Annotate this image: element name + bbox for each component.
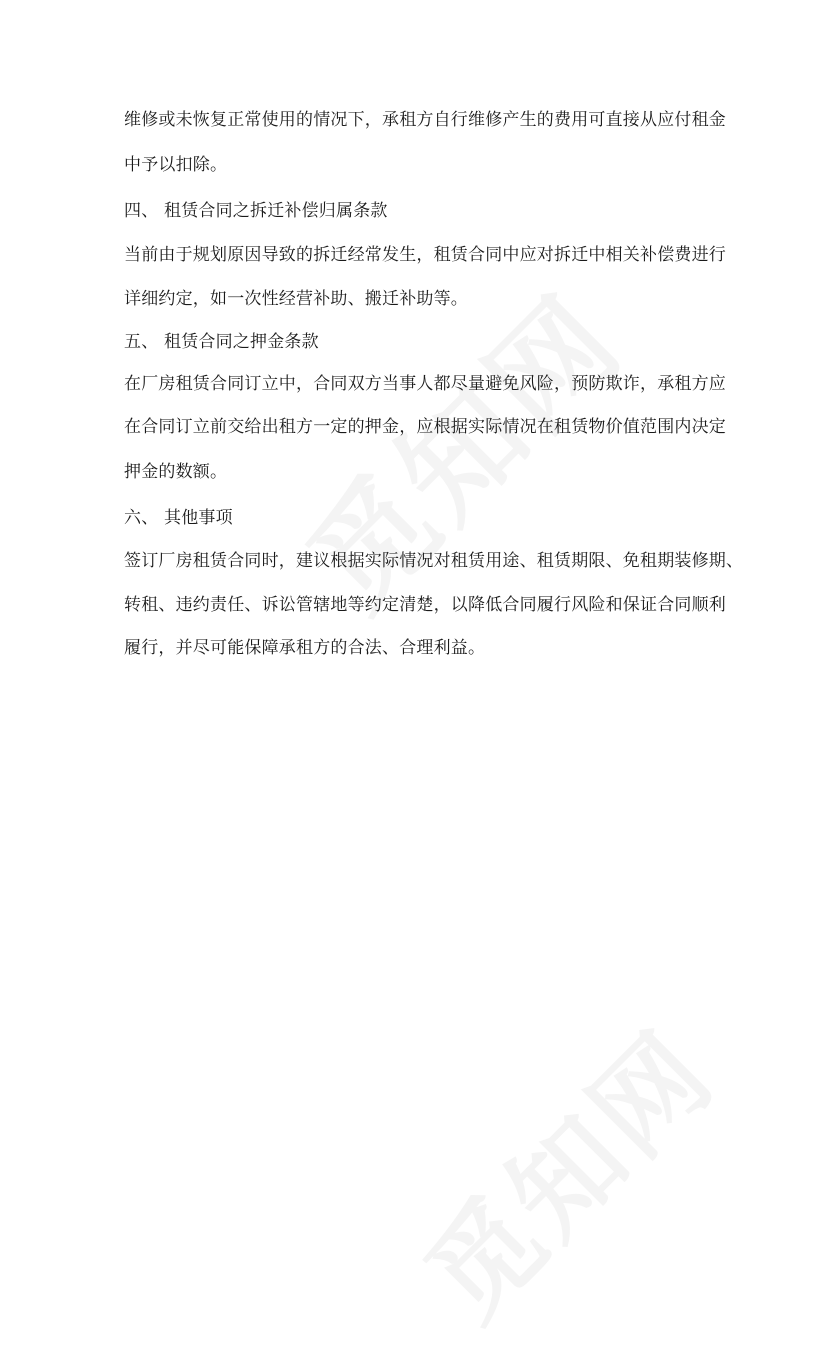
paragraph-line: 在合同订立前交给出租方一定的押金，应根据实际情况在租赁物价值范围内决定 <box>124 417 726 437</box>
paragraph-line: 当前由于规划原因导致的拆迁经常发生，租赁合同中应对拆迁中相关补偿费进行 <box>124 245 726 265</box>
section-heading: 五、 租赁合同之押金条款 <box>124 332 319 352</box>
paragraph-line: 在厂房租赁合同订立中，合同双方当事人都尽量避免风险，预防欺诈，承租方应 <box>124 374 726 394</box>
paragraph-line: 押金的数额。 <box>124 462 228 482</box>
paragraph-line: 维修或未恢复正常使用的情况下，承租方自行维修产生的费用可直接从应付租金 <box>124 110 726 130</box>
paragraph-line: 中予以扣除。 <box>124 155 228 175</box>
paragraph-line: 签订厂房租赁合同时，建议根据实际情况对租赁用途、租赁期限、免租期装修期、 <box>124 551 744 571</box>
paragraph-line: 转租、违约责任、诉讼管辖地等约定清楚，以降低合同履行风险和保证合同顺利 <box>124 595 726 615</box>
paragraph-line: 详细约定，如一次性经营补助、搬迁补助等。 <box>124 289 468 309</box>
section-heading: 四、 租赁合同之拆迁补偿归属条款 <box>124 201 388 221</box>
paragraph-line: 履行，并尽可能保障承租方的合法、合理利益。 <box>124 638 486 658</box>
watermark <box>385 990 743 1348</box>
section-heading: 六、 其他事项 <box>124 508 233 528</box>
